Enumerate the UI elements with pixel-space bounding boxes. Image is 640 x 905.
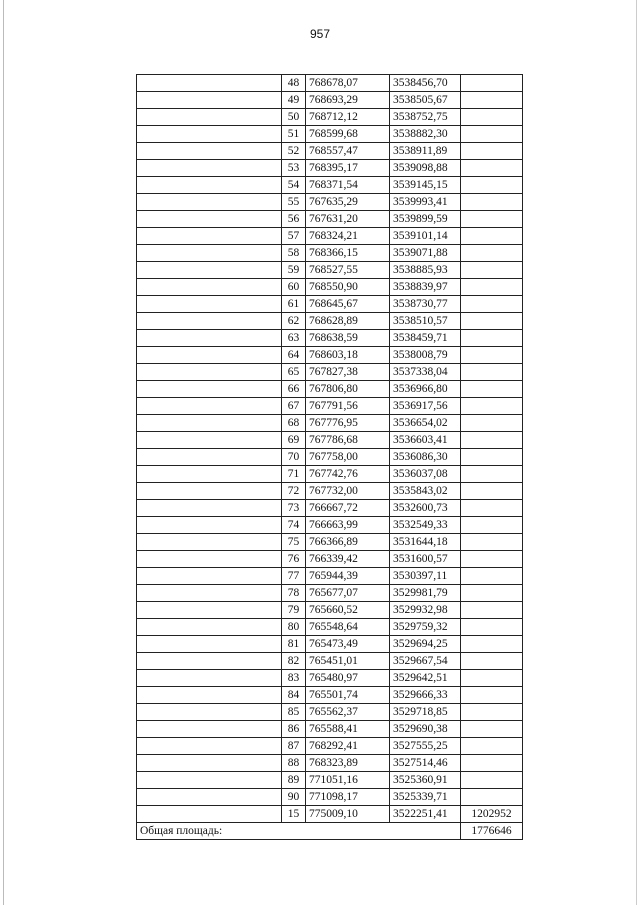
row-name-cell bbox=[137, 568, 282, 585]
area-cell bbox=[461, 364, 523, 381]
point-number-cell: 63 bbox=[282, 330, 306, 347]
x-coordinate-cell: 771051,16 bbox=[306, 772, 390, 789]
table-row bbox=[137, 602, 523, 619]
table-row bbox=[137, 466, 523, 483]
y-coordinate-cell: 3529718,85 bbox=[390, 704, 461, 721]
point-number-cell: 50 bbox=[282, 109, 306, 126]
area-cell bbox=[461, 262, 523, 279]
x-coordinate-cell: 767786,68 bbox=[306, 432, 390, 449]
x-coordinate-cell: 768638,59 bbox=[306, 330, 390, 347]
area-cell bbox=[461, 568, 523, 585]
row-name-cell bbox=[137, 347, 282, 364]
table-row bbox=[137, 534, 523, 551]
y-coordinate-cell: 3538882,30 bbox=[390, 126, 461, 143]
table-row bbox=[137, 653, 523, 670]
area-cell bbox=[461, 143, 523, 160]
total-row bbox=[137, 823, 523, 840]
x-coordinate-cell: 768678,07 bbox=[306, 75, 390, 92]
point-number-cell: 86 bbox=[282, 721, 306, 738]
area-cell bbox=[461, 347, 523, 364]
x-coordinate-cell: 768527,55 bbox=[306, 262, 390, 279]
area-cell bbox=[461, 755, 523, 772]
row-name-cell bbox=[137, 738, 282, 755]
coordinates-table bbox=[136, 74, 523, 840]
table-row bbox=[137, 75, 523, 92]
x-coordinate-cell: 768292,41 bbox=[306, 738, 390, 755]
point-number-cell: 83 bbox=[282, 670, 306, 687]
y-coordinate-cell: 3527555,25 bbox=[390, 738, 461, 755]
row-name-cell bbox=[137, 789, 282, 806]
area-cell bbox=[461, 398, 523, 415]
x-coordinate-cell: 768550,90 bbox=[306, 279, 390, 296]
y-coordinate-cell: 3536603,41 bbox=[390, 432, 461, 449]
table-row bbox=[137, 296, 523, 313]
area-cell bbox=[461, 177, 523, 194]
table-row bbox=[137, 92, 523, 109]
row-name-cell bbox=[137, 228, 282, 245]
scan-edge-left bbox=[3, 0, 4, 905]
table-row bbox=[137, 415, 523, 432]
area-cell bbox=[461, 534, 523, 551]
y-coordinate-cell: 3538911,89 bbox=[390, 143, 461, 160]
table-row bbox=[137, 517, 523, 534]
y-coordinate-cell: 3529694,25 bbox=[390, 636, 461, 653]
y-coordinate-cell: 3525360,91 bbox=[390, 772, 461, 789]
point-number-cell: 70 bbox=[282, 449, 306, 466]
y-coordinate-cell: 3539071,88 bbox=[390, 245, 461, 262]
table-row bbox=[137, 585, 523, 602]
area-cell bbox=[461, 75, 523, 92]
table-row bbox=[137, 772, 523, 789]
row-name-cell bbox=[137, 619, 282, 636]
area-cell bbox=[461, 449, 523, 466]
point-number-cell: 89 bbox=[282, 772, 306, 789]
x-coordinate-cell: 768324,21 bbox=[306, 228, 390, 245]
row-name-cell bbox=[137, 211, 282, 228]
area-cell: 1202952 bbox=[461, 806, 523, 823]
x-coordinate-cell: 768628,89 bbox=[306, 313, 390, 330]
table-row bbox=[137, 228, 523, 245]
table-row bbox=[137, 551, 523, 568]
x-coordinate-cell: 765562,37 bbox=[306, 704, 390, 721]
area-cell bbox=[461, 704, 523, 721]
point-number-cell: 67 bbox=[282, 398, 306, 415]
table-row bbox=[137, 568, 523, 585]
point-number-cell: 78 bbox=[282, 585, 306, 602]
y-coordinate-cell: 3532549,33 bbox=[390, 517, 461, 534]
point-number-cell: 80 bbox=[282, 619, 306, 636]
y-coordinate-cell: 3539101,14 bbox=[390, 228, 461, 245]
x-coordinate-cell: 765501,74 bbox=[306, 687, 390, 704]
area-cell bbox=[461, 381, 523, 398]
y-coordinate-cell: 3529932,98 bbox=[390, 602, 461, 619]
point-number-cell: 59 bbox=[282, 262, 306, 279]
row-name-cell bbox=[137, 160, 282, 177]
point-number-cell: 55 bbox=[282, 194, 306, 211]
x-coordinate-cell: 767758,00 bbox=[306, 449, 390, 466]
row-name-cell bbox=[137, 398, 282, 415]
x-coordinate-cell: 767631,20 bbox=[306, 211, 390, 228]
point-number-cell: 62 bbox=[282, 313, 306, 330]
x-coordinate-cell: 765473,49 bbox=[306, 636, 390, 653]
x-coordinate-cell: 767732,00 bbox=[306, 483, 390, 500]
table-row bbox=[137, 279, 523, 296]
table-row bbox=[137, 449, 523, 466]
x-coordinate-cell: 767806,80 bbox=[306, 381, 390, 398]
x-coordinate-cell: 768395,17 bbox=[306, 160, 390, 177]
row-name-cell bbox=[137, 602, 282, 619]
x-coordinate-cell: 768712,12 bbox=[306, 109, 390, 126]
y-coordinate-cell: 3539899,59 bbox=[390, 211, 461, 228]
area-cell bbox=[461, 415, 523, 432]
area-cell bbox=[461, 619, 523, 636]
row-name-cell bbox=[137, 126, 282, 143]
row-name-cell bbox=[137, 551, 282, 568]
area-cell bbox=[461, 483, 523, 500]
x-coordinate-cell: 768557,47 bbox=[306, 143, 390, 160]
x-coordinate-cell: 766667,72 bbox=[306, 500, 390, 517]
y-coordinate-cell: 3536966,80 bbox=[390, 381, 461, 398]
row-name-cell bbox=[137, 806, 282, 823]
table-row bbox=[137, 806, 523, 823]
table-row bbox=[137, 126, 523, 143]
table-row bbox=[137, 738, 523, 755]
row-name-cell bbox=[137, 755, 282, 772]
y-coordinate-cell: 3538730,77 bbox=[390, 296, 461, 313]
y-coordinate-cell: 3539098,88 bbox=[390, 160, 461, 177]
point-number-cell: 61 bbox=[282, 296, 306, 313]
y-coordinate-cell: 3527514,46 bbox=[390, 755, 461, 772]
point-number-cell: 49 bbox=[282, 92, 306, 109]
x-coordinate-cell: 768366,15 bbox=[306, 245, 390, 262]
area-cell bbox=[461, 313, 523, 330]
table-row bbox=[137, 245, 523, 262]
point-number-cell: 88 bbox=[282, 755, 306, 772]
point-number-cell: 51 bbox=[282, 126, 306, 143]
row-name-cell bbox=[137, 330, 282, 347]
point-number-cell: 82 bbox=[282, 653, 306, 670]
point-number-cell: 56 bbox=[282, 211, 306, 228]
area-cell bbox=[461, 228, 523, 245]
x-coordinate-cell: 766339,42 bbox=[306, 551, 390, 568]
table-row bbox=[137, 364, 523, 381]
point-number-cell: 81 bbox=[282, 636, 306, 653]
y-coordinate-cell: 3538459,71 bbox=[390, 330, 461, 347]
x-coordinate-cell: 765451,01 bbox=[306, 653, 390, 670]
row-name-cell bbox=[137, 517, 282, 534]
row-name-cell bbox=[137, 653, 282, 670]
area-cell bbox=[461, 653, 523, 670]
row-name-cell bbox=[137, 721, 282, 738]
point-number-cell: 60 bbox=[282, 279, 306, 296]
point-number-cell: 69 bbox=[282, 432, 306, 449]
row-name-cell bbox=[137, 194, 282, 211]
table-row bbox=[137, 483, 523, 500]
row-name-cell bbox=[137, 279, 282, 296]
row-name-cell bbox=[137, 500, 282, 517]
area-cell bbox=[461, 109, 523, 126]
point-number-cell: 71 bbox=[282, 466, 306, 483]
x-coordinate-cell: 766663,99 bbox=[306, 517, 390, 534]
table-row bbox=[137, 262, 523, 279]
y-coordinate-cell: 3532600,73 bbox=[390, 500, 461, 517]
y-coordinate-cell: 3539993,41 bbox=[390, 194, 461, 211]
point-number-cell: 54 bbox=[282, 177, 306, 194]
x-coordinate-cell: 765944,39 bbox=[306, 568, 390, 585]
area-cell bbox=[461, 721, 523, 738]
y-coordinate-cell: 3529642,51 bbox=[390, 670, 461, 687]
y-coordinate-cell: 3536037,08 bbox=[390, 466, 461, 483]
point-number-cell: 68 bbox=[282, 415, 306, 432]
x-coordinate-cell: 775009,10 bbox=[306, 806, 390, 823]
area-cell bbox=[461, 687, 523, 704]
y-coordinate-cell: 3525339,71 bbox=[390, 789, 461, 806]
point-number-cell: 65 bbox=[282, 364, 306, 381]
x-coordinate-cell: 768645,67 bbox=[306, 296, 390, 313]
point-number-cell: 84 bbox=[282, 687, 306, 704]
table-row bbox=[137, 619, 523, 636]
y-coordinate-cell: 3538839,97 bbox=[390, 279, 461, 296]
total-label: Общая площадь: bbox=[137, 823, 461, 840]
area-cell bbox=[461, 245, 523, 262]
area-cell bbox=[461, 789, 523, 806]
point-number-cell: 77 bbox=[282, 568, 306, 585]
row-name-cell bbox=[137, 109, 282, 126]
x-coordinate-cell: 767635,29 bbox=[306, 194, 390, 211]
row-name-cell bbox=[137, 432, 282, 449]
point-number-cell: 15 bbox=[282, 806, 306, 823]
table-row bbox=[137, 109, 523, 126]
row-name-cell bbox=[137, 466, 282, 483]
area-cell bbox=[461, 160, 523, 177]
area-cell bbox=[461, 211, 523, 228]
y-coordinate-cell: 3529666,33 bbox=[390, 687, 461, 704]
y-coordinate-cell: 3536654,02 bbox=[390, 415, 461, 432]
area-cell bbox=[461, 772, 523, 789]
table-row bbox=[137, 194, 523, 211]
x-coordinate-cell: 771098,17 bbox=[306, 789, 390, 806]
y-coordinate-cell: 3538510,57 bbox=[390, 313, 461, 330]
y-coordinate-cell: 3538505,67 bbox=[390, 92, 461, 109]
point-number-cell: 74 bbox=[282, 517, 306, 534]
point-number-cell: 79 bbox=[282, 602, 306, 619]
y-coordinate-cell: 3531600,57 bbox=[390, 551, 461, 568]
area-cell bbox=[461, 738, 523, 755]
row-name-cell bbox=[137, 92, 282, 109]
point-number-cell: 90 bbox=[282, 789, 306, 806]
point-number-cell: 66 bbox=[282, 381, 306, 398]
row-name-cell bbox=[137, 636, 282, 653]
point-number-cell: 57 bbox=[282, 228, 306, 245]
table-row bbox=[137, 381, 523, 398]
point-number-cell: 48 bbox=[282, 75, 306, 92]
x-coordinate-cell: 768323,89 bbox=[306, 755, 390, 772]
area-cell bbox=[461, 636, 523, 653]
row-name-cell bbox=[137, 483, 282, 500]
table-row bbox=[137, 143, 523, 160]
x-coordinate-cell: 767742,76 bbox=[306, 466, 390, 483]
row-name-cell bbox=[137, 177, 282, 194]
area-cell bbox=[461, 500, 523, 517]
point-number-cell: 53 bbox=[282, 160, 306, 177]
table-row bbox=[137, 789, 523, 806]
table-row bbox=[137, 347, 523, 364]
point-number-cell: 87 bbox=[282, 738, 306, 755]
row-name-cell bbox=[137, 381, 282, 398]
row-name-cell bbox=[137, 245, 282, 262]
table-row bbox=[137, 398, 523, 415]
area-cell bbox=[461, 330, 523, 347]
x-coordinate-cell: 767791,56 bbox=[306, 398, 390, 415]
area-cell bbox=[461, 517, 523, 534]
y-coordinate-cell: 3537338,04 bbox=[390, 364, 461, 381]
area-cell bbox=[461, 551, 523, 568]
row-name-cell bbox=[137, 449, 282, 466]
x-coordinate-cell: 768693,29 bbox=[306, 92, 390, 109]
row-name-cell bbox=[137, 704, 282, 721]
area-cell bbox=[461, 194, 523, 211]
scan-edge-right bbox=[636, 0, 637, 905]
point-number-cell: 76 bbox=[282, 551, 306, 568]
y-coordinate-cell: 3529759,32 bbox=[390, 619, 461, 636]
row-name-cell bbox=[137, 415, 282, 432]
x-coordinate-cell: 767776,95 bbox=[306, 415, 390, 432]
table-row bbox=[137, 160, 523, 177]
row-name-cell bbox=[137, 687, 282, 704]
total-value: 1776646 bbox=[461, 823, 523, 840]
y-coordinate-cell: 3538885,93 bbox=[390, 262, 461, 279]
row-name-cell bbox=[137, 670, 282, 687]
area-cell bbox=[461, 466, 523, 483]
row-name-cell bbox=[137, 75, 282, 92]
x-coordinate-cell: 768603,18 bbox=[306, 347, 390, 364]
y-coordinate-cell: 3538456,70 bbox=[390, 75, 461, 92]
x-coordinate-cell: 767827,38 bbox=[306, 364, 390, 381]
row-name-cell bbox=[137, 534, 282, 551]
area-cell bbox=[461, 296, 523, 313]
table-row bbox=[137, 211, 523, 228]
table-row bbox=[137, 432, 523, 449]
coordinates-table-body bbox=[137, 75, 523, 840]
point-number-cell: 64 bbox=[282, 347, 306, 364]
area-cell bbox=[461, 585, 523, 602]
area-cell bbox=[461, 279, 523, 296]
y-coordinate-cell: 3530397,11 bbox=[390, 568, 461, 585]
y-coordinate-cell: 3536917,56 bbox=[390, 398, 461, 415]
table-row bbox=[137, 687, 523, 704]
page-number: 957 bbox=[309, 27, 331, 41]
row-name-cell bbox=[137, 585, 282, 602]
y-coordinate-cell: 3538008,79 bbox=[390, 347, 461, 364]
table-row bbox=[137, 670, 523, 687]
table-row bbox=[137, 704, 523, 721]
point-number-cell: 72 bbox=[282, 483, 306, 500]
x-coordinate-cell: 765677,07 bbox=[306, 585, 390, 602]
y-coordinate-cell: 3531644,18 bbox=[390, 534, 461, 551]
table-row bbox=[137, 313, 523, 330]
area-cell bbox=[461, 602, 523, 619]
x-coordinate-cell: 765660,52 bbox=[306, 602, 390, 619]
row-name-cell bbox=[137, 143, 282, 160]
row-name-cell bbox=[137, 313, 282, 330]
row-name-cell bbox=[137, 296, 282, 313]
y-coordinate-cell: 3529981,79 bbox=[390, 585, 461, 602]
y-coordinate-cell: 3538752,75 bbox=[390, 109, 461, 126]
area-cell bbox=[461, 670, 523, 687]
y-coordinate-cell: 3522251,41 bbox=[390, 806, 461, 823]
table-row bbox=[137, 721, 523, 738]
point-number-cell: 58 bbox=[282, 245, 306, 262]
row-name-cell bbox=[137, 262, 282, 279]
x-coordinate-cell: 765548,64 bbox=[306, 619, 390, 636]
table-row bbox=[137, 177, 523, 194]
y-coordinate-cell: 3529667,54 bbox=[390, 653, 461, 670]
table-row bbox=[137, 500, 523, 517]
y-coordinate-cell: 3535843,02 bbox=[390, 483, 461, 500]
y-coordinate-cell: 3536086,30 bbox=[390, 449, 461, 466]
y-coordinate-cell: 3529690,38 bbox=[390, 721, 461, 738]
area-cell bbox=[461, 432, 523, 449]
table-row bbox=[137, 636, 523, 653]
row-name-cell bbox=[137, 364, 282, 381]
area-cell bbox=[461, 92, 523, 109]
point-number-cell: 73 bbox=[282, 500, 306, 517]
row-name-cell bbox=[137, 772, 282, 789]
x-coordinate-cell: 768599,68 bbox=[306, 126, 390, 143]
x-coordinate-cell: 766366,89 bbox=[306, 534, 390, 551]
x-coordinate-cell: 765588,41 bbox=[306, 721, 390, 738]
point-number-cell: 85 bbox=[282, 704, 306, 721]
point-number-cell: 75 bbox=[282, 534, 306, 551]
area-cell bbox=[461, 126, 523, 143]
x-coordinate-cell: 765480,97 bbox=[306, 670, 390, 687]
table-row bbox=[137, 755, 523, 772]
y-coordinate-cell: 3539145,15 bbox=[390, 177, 461, 194]
table-row bbox=[137, 330, 523, 347]
x-coordinate-cell: 768371,54 bbox=[306, 177, 390, 194]
point-number-cell: 52 bbox=[282, 143, 306, 160]
